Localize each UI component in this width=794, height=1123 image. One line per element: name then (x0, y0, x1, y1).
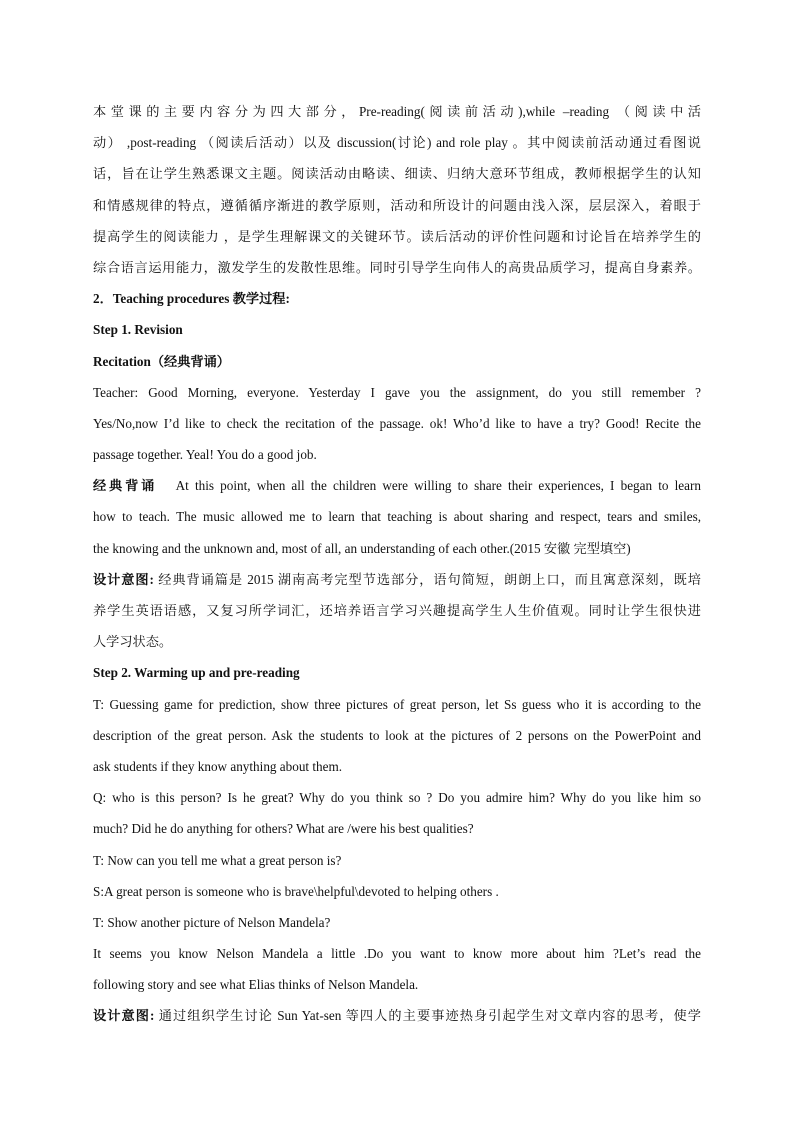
paragraph-line: Yes/No,now I’d like to check the recitation of the passage. ok! Who’d like to have a try? Good! Recite the (93, 415, 701, 431)
recitation-heading: Recitation（经典背诵） (93, 353, 230, 369)
intro-line: 综合语言运用能力，激发学生的发散性思维。同时引导学生向伟人的高贵品质学习，提高自身素养。 (93, 259, 701, 275)
design-intent-paragraph-1 (93, 564, 701, 658)
paragraph-line: following story and see what Elias thinks of Nelson Mandela. (93, 977, 419, 993)
step2-heading: Step 2. Warming up and pre-reading (93, 665, 300, 681)
step2-paragraph (93, 689, 701, 1001)
design-label: 设计意图: (93, 1008, 155, 1024)
paragraph-line: the knowing and the unknown and, most of all, an understanding of each other.(2015 安徽 完型填空) (93, 540, 631, 556)
paragraph-line: Teacher: Good Morning, everyone. Yesterday I gave you the assignment, do you still remember ? (93, 384, 701, 400)
paragraph-line: Q: who is this person? Is he great? Why do you think so ? Do you admire him? Why do you like him so (93, 790, 701, 806)
intro-line: 话，旨在让学生熟悉课文主题。阅读活动由略读、细读、归纳大意环节组成，教师根据学生的认知 (93, 166, 701, 182)
paragraph-line: S:A great person is someone who is brave\helpful\devoted to helping others . (93, 883, 499, 899)
paragraph-line: how to teach. The music allowed me to learn that teaching is about sharing and respect, tears and smiles, (93, 509, 701, 525)
paragraph-line: much? Did he do anything for others? What are /were his best qualities? (93, 821, 474, 837)
paragraph-line: T: Now can you tell me what a great person is? (93, 852, 342, 868)
section-heading-procedures: 2．Teaching procedures 教学过程: (93, 291, 290, 307)
paragraph-line: It seems you know Nelson Mandela a little .Do you want to know more about him ?Let’s read the (93, 946, 701, 962)
document-page (93, 96, 701, 1032)
intro-line: 和情感规律的特点，遵循循序渐进的教学原则，活动和所设计的问题由浅入深，层层深入，着眼于 (93, 197, 701, 213)
paragraph-line: ask students if they know anything about them. (93, 758, 343, 774)
design-intent-paragraph-2 (93, 1000, 701, 1031)
design-text: 通过组织学生讨论 Sun Yat-sen 等四人的主要事迹热身引起学生对文章内容的思考，使学 (158, 1008, 701, 1024)
classic-label: 经典背诵 (93, 478, 158, 494)
paragraph-line (93, 470, 701, 501)
design-text-first: 经典背诵篇是 2015 湖南高考完型节选部分，语句简短，朗朗上口，而且寓意深刻，既培 (158, 571, 701, 587)
classic-text-first: At this point, when all the children were willing to share their experiences, I began to learn (175, 478, 701, 494)
paragraph-line: description of the great person. Ask the students to look at the pictures of 2 persons on the PowerPoint and (93, 727, 701, 743)
intro-line: 本堂课的主要内容分为四大部分，Pre-reading(阅读前活动),while –reading （阅读中活 (93, 104, 701, 119)
intro-paragraph (93, 96, 701, 283)
paragraph-line: passage together. Yeal! You do a good job. (93, 447, 317, 463)
classic-recitation-paragraph (93, 470, 701, 564)
paragraph-line: T: Show another picture of Nelson Mandela? (93, 914, 331, 930)
paragraph-line: 人学习状态。 (93, 634, 173, 650)
step1-heading: Step 1. Revision (93, 322, 183, 338)
teacher-recitation-paragraph (93, 377, 701, 471)
design-label: 设计意图: (93, 571, 154, 587)
intro-line: 提高学生的阅读能力 ，是学生理解课文的关键环节。读后活动的评价性问题和讨论旨在培养学生的 (93, 228, 701, 244)
intro-line: 动） ,post-reading （阅读后活动）以及 discussion(讨论) and role play 。其中阅读前活动通过看图说 (93, 135, 701, 151)
paragraph-line: T: Guessing game for prediction, show three pictures of great person, let Ss guess who it is according to the (93, 696, 701, 712)
paragraph-line: 养学生英语语感，又复习所学词汇，还培养语言学习兴趣提高学生人生价值观。同时让学生很快进 (93, 603, 701, 618)
paragraph-line (93, 564, 701, 595)
